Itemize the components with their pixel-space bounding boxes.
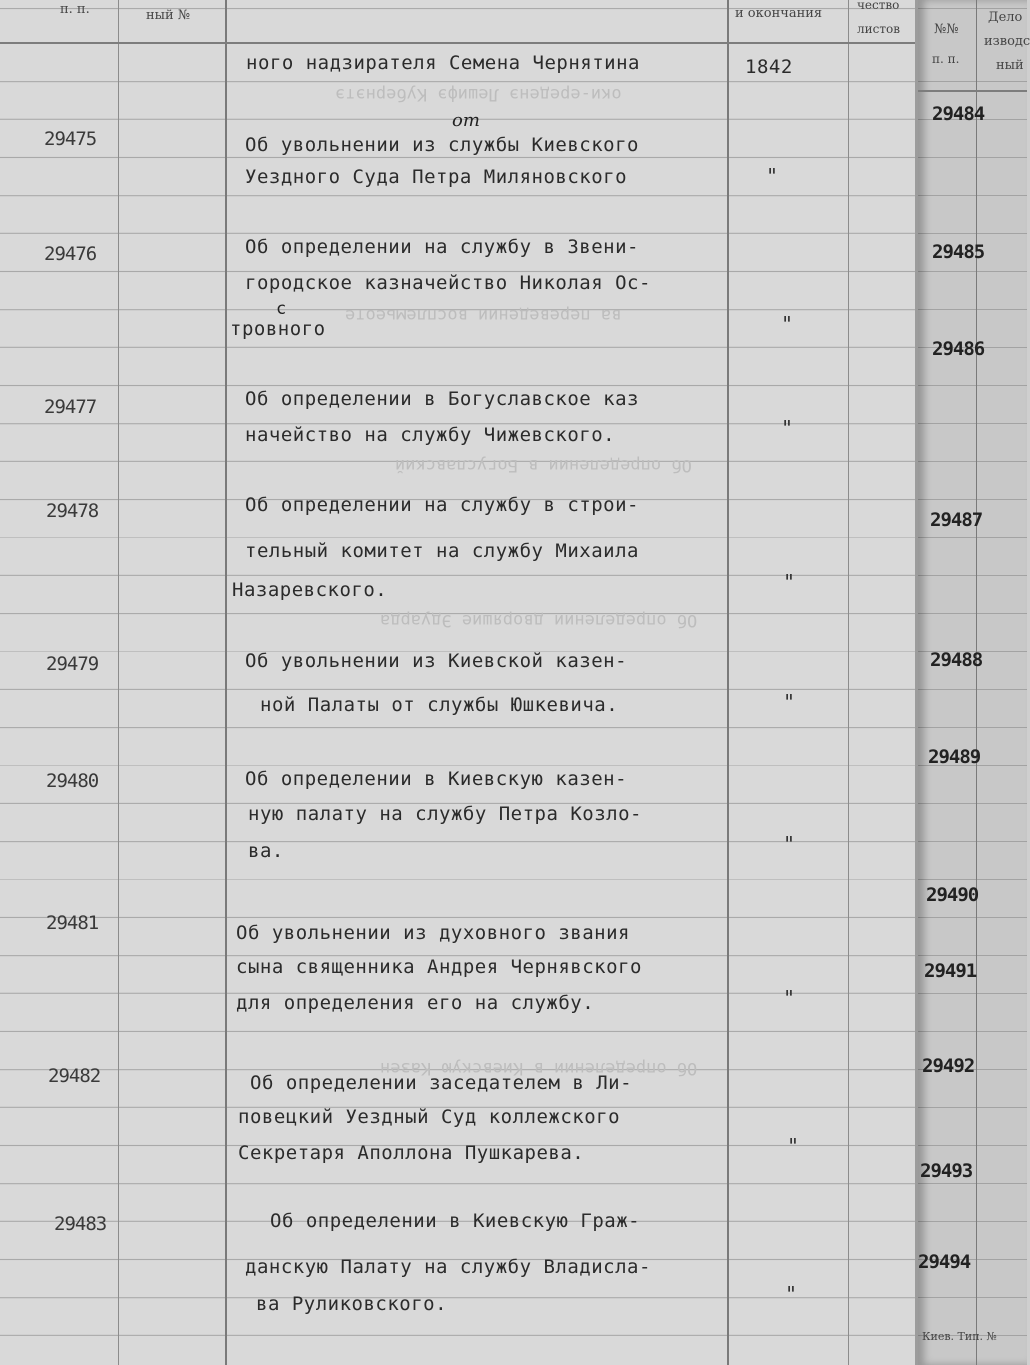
entry-text-line: Секретаря Аполлона Пушкарева. <box>238 1142 585 1164</box>
entry-text-line: повецкий Уездный Суд коллежского <box>238 1106 621 1128</box>
entry-text-line: ва. <box>248 840 284 862</box>
entry-number: 29480 <box>46 770 99 792</box>
entry-text-line: Уездного Суда Петра Миляновского <box>245 166 628 188</box>
entry-text-line: Об определении в Киевскую казен- <box>245 768 628 790</box>
column-rule <box>848 0 849 1365</box>
ditto-mark: " <box>783 570 796 594</box>
entry-text-line: тельный комитет на службу Михаила <box>245 540 639 562</box>
bleed-through-text: ва переведении восплемьеоте <box>345 305 622 325</box>
entry-number: 29476 <box>44 243 97 265</box>
entry-text-line: начейство на службу Чижевского. <box>245 424 616 446</box>
entry-text-line: Об определении в Киевскую Граж- <box>270 1210 641 1232</box>
ditto-mark: " <box>781 416 794 440</box>
entry-text-line: тровного <box>230 318 326 340</box>
column-rule <box>727 0 729 1365</box>
entry-text-line: Об определении на службу в Звени- <box>245 236 639 258</box>
entry-number: 29482 <box>48 1065 101 1087</box>
right-entry-number: 29493 <box>920 1160 973 1182</box>
ditto-mark: " <box>787 1134 800 1158</box>
header-number-1: №№ <box>934 22 959 37</box>
ditto-mark: " <box>783 832 796 856</box>
year: 1842 <box>745 56 793 78</box>
right-entry-number: 29490 <box>926 884 979 906</box>
ditto-mark: " <box>781 312 794 336</box>
entry-number: 29481 <box>46 912 99 934</box>
entry-text-line: Об определении заседателем в Ли- <box>250 1072 633 1094</box>
header-inventory: ный № <box>146 8 191 23</box>
right-entry-number: 29494 <box>918 1251 971 1273</box>
printer-footer: Киев. Тип. № <box>922 1330 997 1343</box>
entry-number: 29477 <box>44 396 97 418</box>
header-sheets-1: чество <box>857 0 900 12</box>
entry-text-line: Назаревского. <box>232 579 388 601</box>
right-entry-number: 29487 <box>930 509 983 531</box>
entry-text-line: Об увольнении из службы Киевского <box>245 134 639 156</box>
entry-number: 29475 <box>44 128 97 150</box>
entry-text-line: ной Палаты от службы Юшкевича. <box>260 694 619 716</box>
entry-text-line: ва Руликовского. <box>256 1293 448 1315</box>
entry-text-line: Об определении на службу в строи- <box>245 494 639 516</box>
entry-number: 29478 <box>46 500 99 522</box>
header-case-1: Дело <box>988 10 1023 25</box>
entry-text-line: городское казначейство Николая Ос- <box>245 272 651 294</box>
entry-text-line: Об определении в Богуславское каз <box>245 388 639 410</box>
handwritten-annotation: с <box>276 299 287 319</box>
entry-number: 29479 <box>46 653 99 675</box>
column-rule <box>976 0 977 1365</box>
header-sheets-2: листов <box>857 22 900 36</box>
entry-text-line: для определения его на службу. <box>236 992 595 1014</box>
right-entry-number: 29488 <box>930 649 983 671</box>
right-entry-number: 29489 <box>928 746 981 768</box>
bleed-through-text: Об определении дворяшие Эдуарда <box>380 610 698 630</box>
ditto-mark: " <box>766 164 779 188</box>
right-entry-number: 29491 <box>924 960 977 982</box>
ditto-mark: " <box>783 690 796 714</box>
next-page-edge <box>915 0 1030 1365</box>
header-end-date: и окончания <box>735 6 823 21</box>
header-case-2: изводс <box>984 34 1030 49</box>
entry-text-line: сына священника Андрея Чернявского <box>236 956 642 978</box>
entry-text-line: Об увольнении из духовного звания <box>236 922 630 944</box>
bleed-through-text: оки-ереденэ Лешифэ Кубернэтэ <box>335 84 622 104</box>
right-entry-number: 29492 <box>922 1055 975 1077</box>
header-number-2: п. п. <box>932 52 960 66</box>
column-rule <box>118 0 119 1365</box>
continuation-line: ного надзирателя Семена Чернятина <box>246 52 640 74</box>
entry-text-line: данскую Палату на службу Владисла- <box>245 1256 651 1278</box>
column-rule <box>225 0 227 1365</box>
header-case-3: ный <box>996 58 1024 73</box>
right-entry-number: 29486 <box>932 338 985 360</box>
ditto-mark: " <box>783 986 796 1010</box>
ditto-mark: " <box>785 1282 798 1306</box>
right-entry-number: 29484 <box>932 103 985 125</box>
header-pp: п. п. <box>60 2 90 17</box>
entry-number: 29483 <box>54 1213 107 1235</box>
handwritten-annotation: от <box>452 110 480 131</box>
entry-text-line: Об увольнении из Киевской казен- <box>245 650 628 672</box>
right-entry-number: 29485 <box>932 241 985 263</box>
header-rule <box>918 90 1027 92</box>
entry-text-line: ную палату на службу Петра Козло- <box>248 803 642 825</box>
header-rule <box>0 42 915 44</box>
bleed-through-text: Об определении в Богуславский <box>395 455 692 475</box>
bleed-through-text: Об определении в Киевскую Казен <box>380 1058 698 1078</box>
